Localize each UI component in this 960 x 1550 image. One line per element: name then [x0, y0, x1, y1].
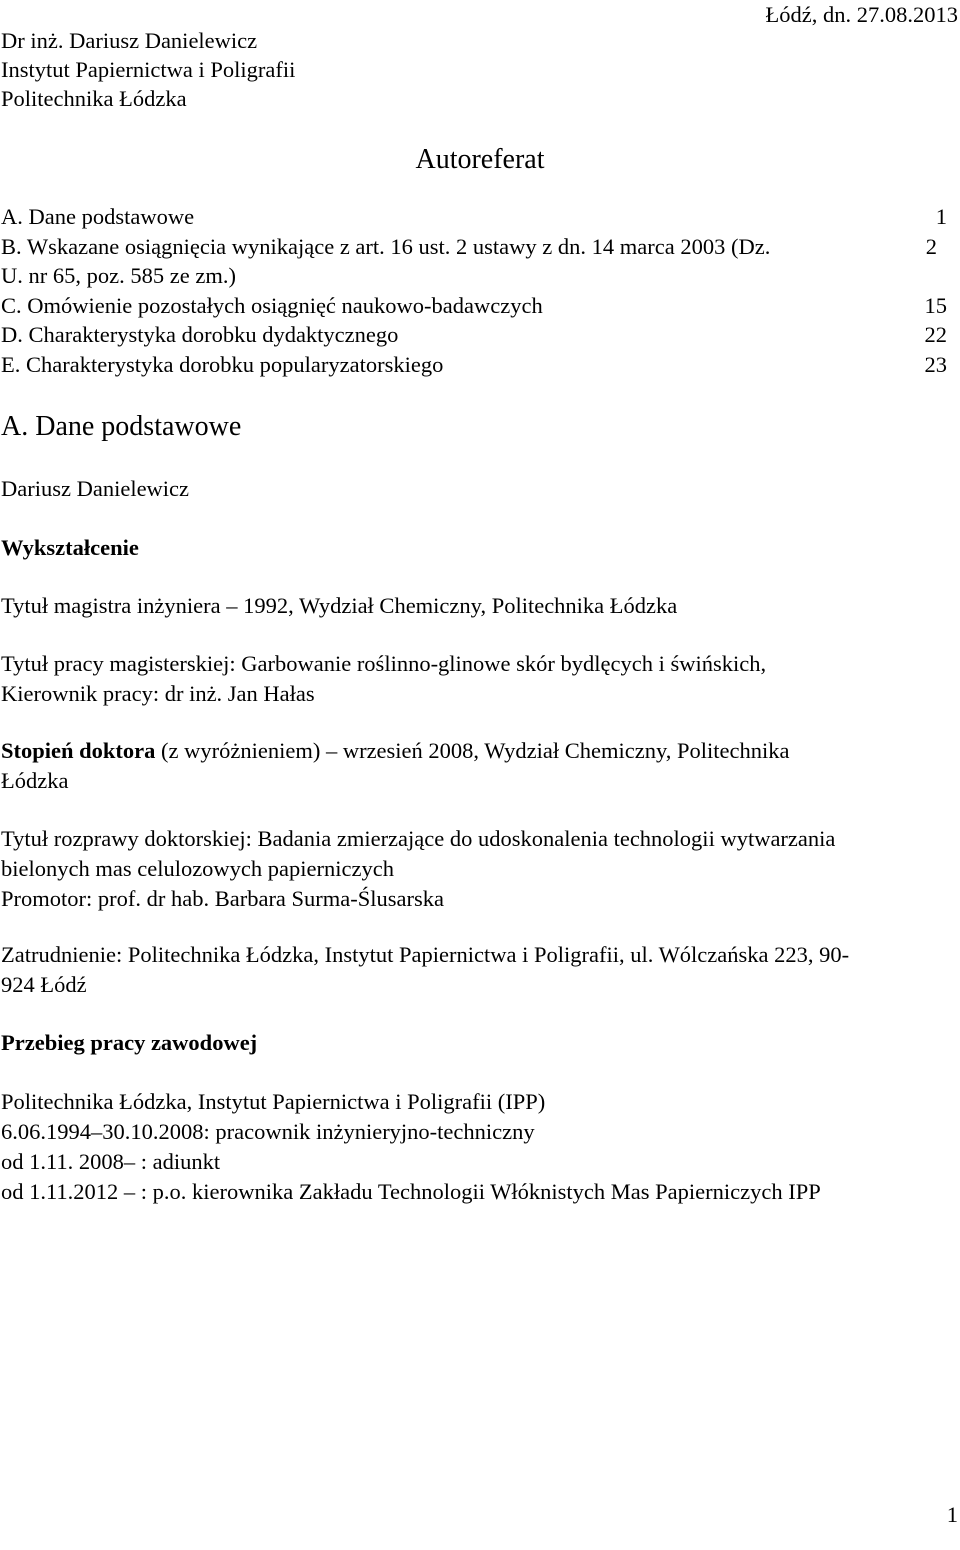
- masters-degree-text: Tytuł magistra inżyniera – 1992, Wydział Chemiczny, Politechnika Łódzka: [1, 593, 678, 618]
- toc-item-label: E. Charakterystyka dorobku popularyzatorskiego: [1, 351, 444, 377]
- career-line: od 1.11.2012 – : p.o. kierownika Zakładu Technologii Włóknistych Mas Papierniczych IPP: [1, 1179, 821, 1204]
- toc-item-page: 23: [924, 351, 947, 377]
- person-name-text: Dariusz Danielewicz: [1, 476, 190, 501]
- author-block: [1, 26, 295, 113]
- toc-item-label-cont: U. nr 65, poz. 585 ze zm.): [1, 263, 236, 288]
- toc-item: [1, 202, 947, 232]
- author-institute: Instytut Papiernictwa i Poligrafii: [1, 57, 296, 82]
- employment-line-cont: 924 Łódź: [1, 972, 87, 997]
- document-date: Łódź, dn. 27.08.2013: [765, 2, 958, 27]
- phd-degree: [1, 736, 951, 796]
- toc-item-page: 22: [924, 322, 947, 347]
- career-line: 6.06.1994–30.10.2008: pracownik inżynieryjno-techniczny: [1, 1119, 535, 1144]
- masters-thesis: [1, 649, 951, 709]
- author-name: Dr inż. Dariusz Danielewicz: [1, 28, 258, 53]
- toc-item-label: B. Wskazane osiągnięcia wynikające z art. 16 ust. 2 ustawy z dn. 14 marca 2003 (Dz.: [1, 233, 771, 259]
- section-heading: A. Dane podstawowe: [1, 411, 242, 442]
- career-line: od 1.11. 2008– : adiunkt: [1, 1149, 221, 1174]
- employment-line: Zatrudnienie: Politechnika Łódzka, Instytut Papiernictwa i Poligrafii, ul. Wólczańska 223, 90-: [1, 942, 850, 967]
- author-university: Politechnika Łódzka: [1, 86, 187, 111]
- masters-thesis-line: Tytuł pracy magisterskiej: Garbowanie roślinno-glinowe skór bydlęcych i świńskich,: [1, 651, 767, 676]
- education-heading: [1, 533, 951, 563]
- education-heading-text: Wykształcenie: [1, 535, 139, 560]
- career-line: Politechnika Łódzka, Instytut Papiernictwa i Poligrafii (IPP): [1, 1089, 546, 1114]
- employment: [1, 940, 951, 1000]
- toc-item: [1, 291, 947, 321]
- toc-item-label: A. Dane podstawowe: [1, 204, 195, 229]
- document-title: Autoreferat: [415, 144, 545, 175]
- phd-promotor: Promotor: prof. dr hab. Barbara Surma-Ślusarska: [1, 886, 445, 911]
- toc-item: [1, 320, 947, 350]
- career-heading: [1, 1028, 951, 1058]
- phd-thesis-line: Tytuł rozprawy doktorskiej: Badania zmierzające do udoskonalenia technologii wytwarzania: [1, 826, 836, 851]
- phd-degree-label: Stopień doktora: [1, 738, 156, 763]
- toc-item-label: D. Charakterystyka dorobku dydaktycznego: [1, 322, 399, 347]
- masters-supervisor-line: Kierownik pracy: dr inż. Jan Hałas: [1, 681, 315, 706]
- table-of-contents: [1, 202, 947, 379]
- person-name: [1, 474, 951, 504]
- phd-thesis: [1, 824, 951, 914]
- phd-thesis-line-cont: bielonych mas celulozowych papierniczych: [1, 856, 394, 881]
- career-list: [1, 1087, 951, 1207]
- toc-item: [1, 350, 947, 380]
- masters-degree: [1, 591, 951, 621]
- career-heading-text: Przebieg pracy zawodowej: [1, 1030, 258, 1055]
- phd-degree-line: [1, 736, 951, 766]
- toc-item-page: 1: [935, 204, 947, 229]
- toc-item-label: C. Omówienie pozostałych osiągnięć naukowo-badawczych: [1, 292, 543, 318]
- page-number: 1: [946, 1502, 958, 1527]
- phd-degree-details: (z wyróżnieniem) – wrzesień 2008, Wydział Chemiczny, Politechnika: [155, 738, 790, 763]
- toc-item: [1, 232, 947, 291]
- toc-item-page: 15: [924, 292, 947, 318]
- toc-item-page: 2: [925, 233, 937, 259]
- phd-degree-line-cont: Łódzka: [1, 768, 69, 793]
